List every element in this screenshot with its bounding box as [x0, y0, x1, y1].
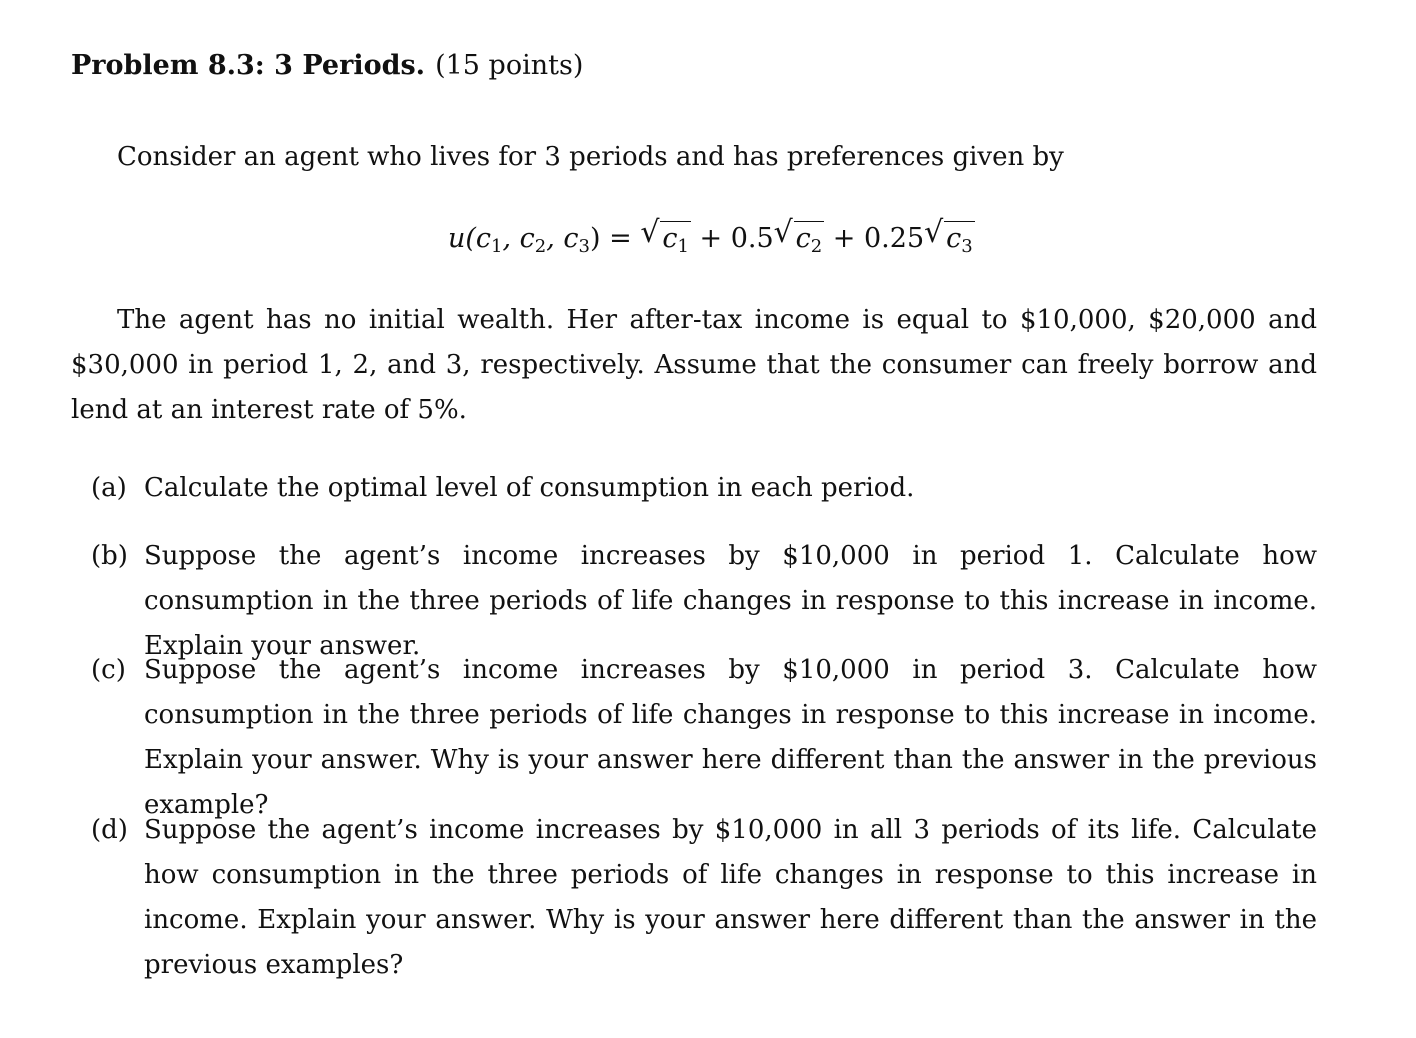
- item-text: Suppose the agent’s income increases by $10,000 in period 1. Calculate how consumption in the three periods of life changes in response to this increase in income. Explain your answer.: [144, 541, 1317, 661]
- sqrt-term-2: √ $c_2$: [774, 217, 825, 262]
- radical-sign-icon: √: [640, 215, 660, 250]
- question-item-a: [71, 466, 1317, 511]
- eq-equals: ) =: [590, 223, 641, 254]
- sqrt-term-1: √ $c_1$: [640, 217, 691, 262]
- utility-equation: [448, 217, 975, 269]
- body-paragraph: The agent has no initial wealth. Her after-tax income is equal to $10,000, $20,000 and $30,000 in period 1, 2, and 3, respectively. Assume that the consumer can freely borrow and lend at an interest rate of 5%.: [71, 305, 1317, 425]
- question-item-d: [71, 808, 1317, 988]
- eq-plus-2: + 0.25: [824, 223, 925, 254]
- item-text: Calculate the optimal level of consumption in each period.: [144, 473, 915, 503]
- item-label: (c): [91, 655, 126, 685]
- eq-plus-1: + 0.5: [690, 223, 774, 254]
- item-label: (d): [91, 815, 128, 845]
- radical-sign-icon: √: [773, 215, 793, 250]
- problem-points: (15 points): [435, 50, 584, 81]
- question-item-c: [71, 648, 1317, 828]
- intro-paragraph: Consider an agent who lives for 3 periods and has preferences given by: [117, 142, 1064, 172]
- problem-heading: [71, 48, 583, 84]
- radical-sign-icon: √: [924, 215, 944, 250]
- item-text: Suppose the agent’s income increases by $10,000 in all 3 periods of its life. Calculate how consumption in the three periods of life changes in response to this increase in income. Explain your answer. Why is your answer here different than the answer in the previous examples?: [144, 815, 1317, 980]
- item-text: Suppose the agent’s income increases by $10,000 in period 3. Calculate how consumption in the three periods of life changes in response to this increase in income. Explain your answer. Why is your answer here different than the answer in the previous example?: [144, 655, 1317, 820]
- sqrt-term-3: √ $c_3$: [924, 217, 975, 262]
- item-label: (a): [91, 473, 127, 503]
- eq-lhs: $u(c_1$, $c_2$, $c_3$: [448, 223, 590, 257]
- item-label: (b): [91, 541, 128, 571]
- problem-title: Problem 8.3: 3 Periods.: [71, 50, 426, 81]
